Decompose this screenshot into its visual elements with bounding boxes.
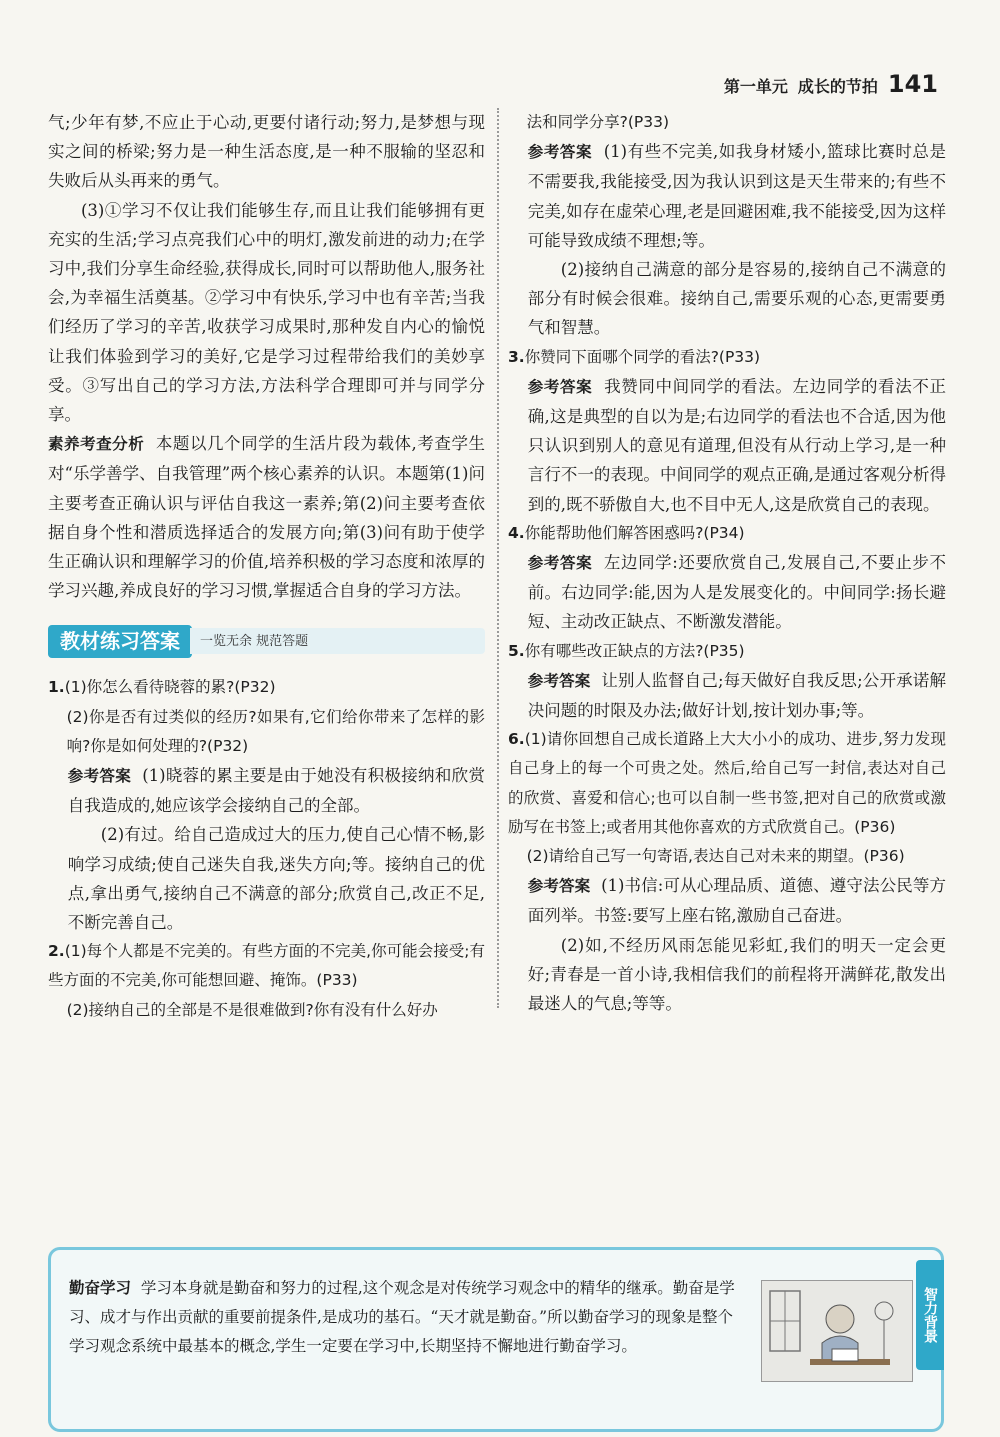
knowledge-title: 勤奋学习: [69, 1279, 132, 1297]
section-banner: [48, 623, 485, 659]
answer-2b: (2)接纳自己满意的部分是容易的,接纳自己不满意的部分有时候会很难。接纳自己,需要乐观的心态,更需要勇气和智慧。: [527, 260, 946, 338]
knowledge-box: [48, 1247, 944, 1432]
question-6a: 6.(1)请你回想自己成长道路上大大小小的成功、进步,努力发现自己身上的每一个可贵之处。然后,给自己写一封信,表达对自己的欣赏、喜爱和信心;也可以自制一些书签,把对自己的欣赏或激励写在书签上;或者用其他你喜欢的方式欣赏自己。(P36): [508, 730, 946, 836]
column-divider: [497, 108, 499, 1008]
answer-2a: 参考答案 (1)有些不完美,如我身材矮小,篮球比赛时总是不需要我,我能接受,因为我认识到这是天生带来的;有些不完美,如存在虚荣心理,老是回避困难,我不能接受,因为这样可能导致成绩不理想;等。: [527, 142, 946, 250]
question-1b: (2)你是否有过类似的经历?如果有,它们给你带来了怎样的影响?你是如何处理的?(P32): [66, 707, 485, 755]
knowledge-text: 勤奋学习 学习本身就是勤奋和努力的过程,这个观念是对传统学习观念中的精华的继承。勤奋是学习、成才与作出贡献的重要前提条件,是成功的基石。“天才就是勤奋。”所以勤奋学习的现象是整个学习观念系统中最基本的概念,学生一定要在学习中,长期坚持不懈地进行勤奋学习。: [69, 1279, 735, 1355]
answer-1a: 参考答案 (1)晓蓉的累主要是由于她没有积极接纳和欣赏自我造成的,她应该学会接纳自己的全部。: [67, 766, 485, 816]
analysis-paragraph: [48, 429, 485, 605]
student-reading-illustration: [762, 1281, 912, 1381]
knowledge-tag: 智力背景: [916, 1260, 944, 1370]
analysis-text: 本题以几个同学的生活片段为载体,考查学生对“乐学善学、自我管理”两个核心素养的认识。本题第(1)问主要考查正确认识与评估自我这一素养;第(2)问主要考查依据自身个性和潜质选择适合的发展方向;第(3)问有助于使学生正确认识和理解学习的价值,培养积极的学习态度和浓厚的学习兴趣,养成良好的学习习惯,掌握适合自身的学习方法。: [48, 434, 485, 601]
page-header: [724, 70, 938, 98]
banner-subtitle: 一览无余 规范答题: [190, 628, 485, 654]
left-column: [48, 108, 485, 1025]
question-2a: 2.(1)每个人都是不完美的。有些方面的不完美,你可能会接受;有些方面的不完美,你可能想回避、掩饰。(P33): [48, 942, 485, 990]
banner-label: 教材练习答案: [48, 625, 192, 658]
question-6b: (2)请给自己写一句寄语,表达自己对未来的期望。(P36): [526, 847, 905, 866]
paragraph: 气;少年有梦,不应止于心动,更要付诸行动;努力,是梦想与现实之间的桥梁;努力是一种生活态度,是一种不服输的坚忍和失败后从头再来的勇气。: [48, 113, 485, 191]
answer-6b: (2)如,不经历风雨怎能见彩虹,我们的明天一定会更好;青春是一首小诗,我相信我们的前程将开满鲜花,散发出最迷人的气息;等等。: [527, 935, 946, 1014]
paragraph: (3)①学习不仅让我们能够生存,而且让我们能够拥有更充实的生活;学习点亮我们心中的明灯,激发前进的动力;在学习中,我们分享生命经验,获得成长,同时可以帮助他人,服务社会,为幸福生活奠基。②学习中有快乐,学习中也有辛苦;当我们经历了学习的辛苦,收获学习成果时,那种发自内心的愉悦让我们体验到学习的美好,它是学习过程带给我们的美妙享受。③写出自己的学习方法,方法科学合理即可并与同学分享。: [48, 200, 485, 425]
answer-3: 参考答案 我赞同中间同学的看法。左边同学的看法不正确,这是典型的自以为是;右边同学的看法也不合适,因为他只认识到别人的意见有道理,但没有从行动上学习,是一种言行不一的表现。中间同学的观点正确,是通过客观分析得到的,既不骄傲自大,也不目中无人,这是欣赏自己的表现。: [527, 376, 946, 514]
question-5: 5.你有哪些改正缺点的方法?(P35): [508, 641, 745, 660]
answer-6a: 参考答案 (1)书信:可从心理品质、道德、遵守法公民等方面列举。书签:要写上座右铭,激励自己奋进。: [527, 876, 946, 926]
section-title: 成长的节拍: [797, 77, 878, 96]
answer-4: 参考答案 左边同学:还要欣赏自己,发展自己,不要止步不前。右边同学:能,因为人是发展变化的。中间同学:扬长避短、主动改正缺点、不断激发潜能。: [527, 553, 946, 632]
answer-5: 参考答案 让别人监督自己;每天做好自我反思;公开承诺解决问题的时限及办法;做好计划,按计划办事;等。: [527, 670, 946, 721]
question-1a: 1.(1)你怎么看待晓蓉的累?(P32): [48, 678, 276, 697]
question-3: 3.你赞同下面哪个同学的看法?(P33): [508, 347, 761, 366]
analysis-label: 素养考查分析: [48, 435, 145, 454]
unit-label: 第一单元: [723, 77, 788, 96]
illustration-image: [761, 1280, 913, 1382]
right-column: [508, 108, 946, 1018]
question-2b: (2)接纳自己的全部是不是很难做到?你有没有什么好办: [66, 1000, 438, 1019]
answer-1b: (2)有过。给自己造成过大的压力,使自己心情不畅,影响学习成绩;使自己迷失自我,迷失方向;等。接纳自己的优点,拿出勇气,接纳自己不满意的部分;欣赏自己,改正不足,不断完善自己。: [67, 825, 485, 933]
question-2b-continued: 法和同学分享?(P33): [526, 113, 669, 131]
page-number: 141: [887, 70, 938, 98]
question-4: 4.你能帮助他们解答困惑吗?(P34): [508, 523, 745, 542]
